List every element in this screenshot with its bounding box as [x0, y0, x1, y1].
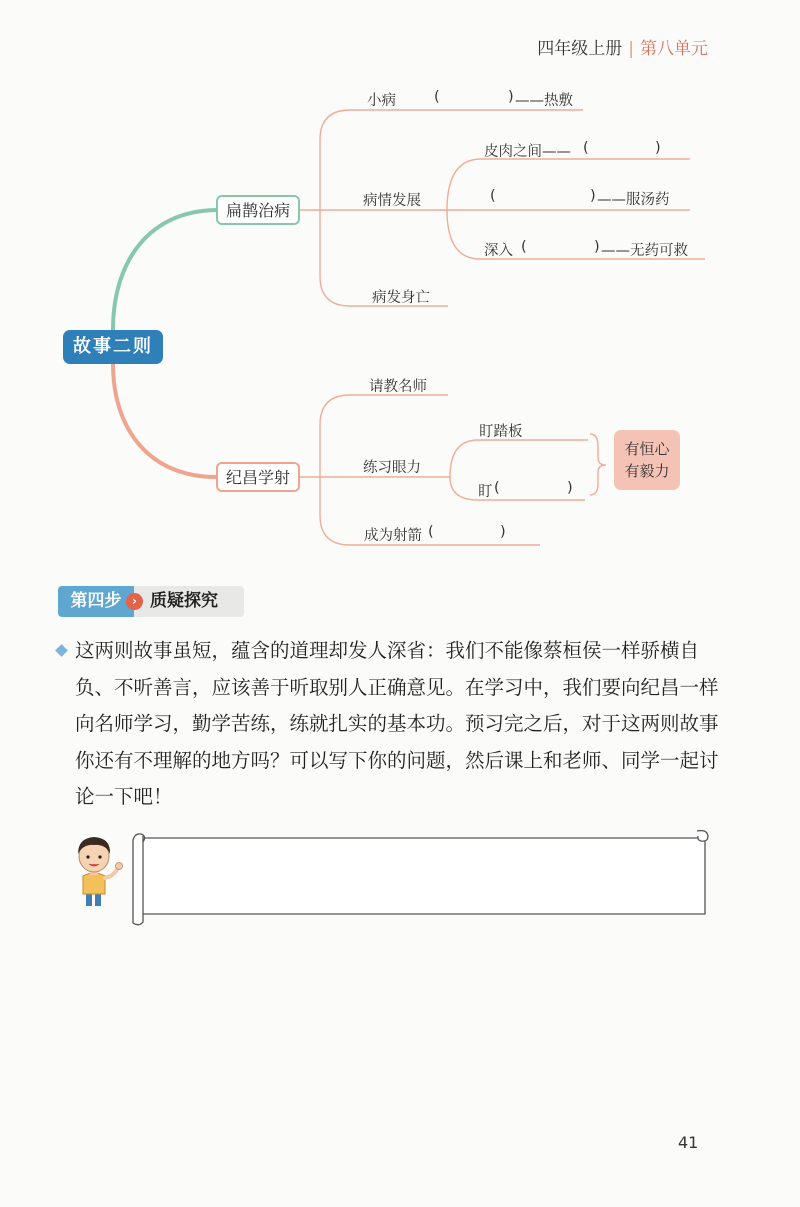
deep-blank-open: (	[521, 239, 527, 255]
trait-perseverance: 有恒心	[624, 440, 670, 458]
branch-node-jichang: 纪昌学射	[216, 462, 300, 492]
deep-blank-close: )	[594, 239, 600, 255]
root-to-branch1-connector	[113, 210, 216, 330]
trait-willpower: 有毅力	[624, 462, 670, 480]
deep-result: ——无药可救	[601, 243, 688, 259]
small-illness-blank-open: (	[434, 89, 440, 105]
answer-scroll	[125, 826, 715, 932]
progress-label: 病情发展	[363, 193, 421, 209]
traits-box	[614, 430, 680, 490]
middle-blank-open: (	[490, 188, 496, 204]
page-number: 41	[678, 1133, 699, 1152]
skin-label: 皮肉之间——	[484, 144, 571, 160]
practice-other-line	[450, 477, 585, 500]
header-separator: |	[628, 39, 634, 59]
trait-brace	[590, 434, 606, 495]
death-label: 病发身亡	[372, 290, 430, 306]
root-node: 故事二则	[63, 330, 163, 364]
boy-illustration-icon	[66, 832, 128, 912]
stare-other-blank-close: )	[567, 480, 573, 496]
result-blank-open: (	[428, 524, 434, 540]
step-badge	[58, 586, 244, 617]
result-label: 成为射箭	[364, 528, 422, 544]
small-illness-label: 小病	[367, 93, 396, 109]
skin-blank-open: (	[583, 140, 589, 156]
result-blank-close: )	[500, 524, 506, 540]
middle-blank-close: )	[590, 188, 596, 204]
instruction-paragraph: 这两则故事虽短，蕴含的道理却发人深省：我们不能像蔡桓侯一样骄横自负、不听善言，应该善于听取别人正确意见。在学习中，我们要向纪昌一样向名师学习，勤学苦练，练就扎实的基本功。预习完之后，对于这两则故事你还有不理解的地方吗？可以写下你的问题，然后课上和老师、同学一起讨论一下吧！	[75, 639, 719, 808]
stare-other-blank-open: (	[494, 480, 500, 496]
stare-pedal-label: 盯踏板	[479, 424, 523, 440]
deep-label: 深入	[484, 243, 513, 259]
ask-teacher-label: 请教名师	[369, 379, 427, 395]
branch-node-bianque: 扁鹊治病	[216, 195, 300, 225]
small-illness-result: ——热敷	[515, 93, 573, 109]
stare-other-label: 盯	[478, 484, 493, 500]
grade-label: 四年级上册	[537, 39, 623, 59]
chevron-right-icon: ›	[126, 593, 143, 610]
practice-label: 练习眼力	[363, 460, 421, 476]
skin-blank-close: )	[655, 140, 661, 156]
step-number: 第四步	[58, 586, 134, 617]
small-illness-blank-close: )	[508, 89, 514, 105]
middle-result: ——服汤药	[597, 192, 670, 208]
root-to-branch2-connector	[113, 364, 216, 477]
unit-label: 第八单元	[640, 39, 708, 59]
practice-pedal-line	[450, 440, 588, 477]
step-title: 质疑探究	[150, 591, 218, 611]
